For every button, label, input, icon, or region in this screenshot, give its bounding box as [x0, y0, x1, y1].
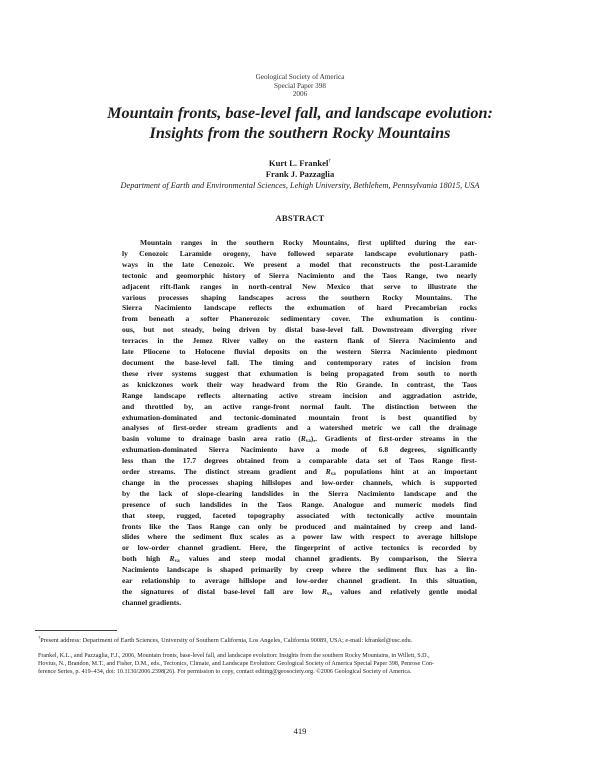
title-line-2: Insights from the southern Rocky Mountains [149, 124, 451, 142]
abstract-line: from beneath a softer Phanerozoic sedimentary cover. The exhumation is continu- [122, 314, 477, 324]
footnote-mark: † [38, 635, 41, 640]
page-number: 419 [293, 726, 307, 736]
citation-line: ference Series, p. 419–434, doi: 10.1130/2006.2398(26). For permission to copy, contact editing@geosociety.org. ©2006 Geological Society of America. [38, 669, 412, 675]
abstract-line: ear relationship to average hillslope and low-order channel gradient. In this situation, [122, 576, 477, 586]
title-line-1: Mountain fronts, base-level fall, and landscape evolution: [107, 104, 493, 122]
abstract-line: exhumation-dominated Sierra Nacimiento have a mode of 6.8 degrees, significantly [122, 445, 477, 455]
author-2: Frank J. Pazzaglia [265, 168, 335, 179]
author-1-name: Kurt L. Frankel [268, 157, 329, 168]
footnote-text: Present address: Department of Earth Sciences, University of Southern California, Los Angeles, California 90089, USA; e-mail: kfrankel@usc.edu. [40, 637, 413, 645]
abstract-line: Mountain ranges in the southern Rocky Mountains, first uplifted during the ear- [140, 238, 477, 247]
author-1 [0, 156, 600, 169]
abstract-line: the signatures of distal base-level fall are low $R_{va}$ values and relatively gentle modal [122, 587, 477, 597]
footnote-divider [35, 630, 117, 631]
abstract-line: these river systems suggest that exhumation is being propagated from south to north [122, 368, 477, 378]
author-1-footnote-mark: † [328, 158, 332, 164]
citation-line: Hovius, N., Brandon, M.T., and Fisher, D.M., eds., Tectonics, Climate, and Landscape Evolution: Geological Society of America Special Paper 398, Penrose Con- [38, 661, 434, 667]
affiliation: Department of Earth and Environmental Sciences, Lehigh University, Bethlehem, Pennsylvania 18015, USA [120, 181, 480, 190]
abstract-line: change in the processes shaping hillslopes and low-order channels, which is supported [122, 477, 477, 487]
abstract-heading: ABSTRACT [275, 213, 325, 223]
abstract-body [122, 238, 477, 609]
abstract-line: late Pliocene to Holocene fluvial deposits on the western Sierra Nacimiento piedmont [122, 347, 477, 357]
abstract-line: channel gradients. [122, 597, 182, 607]
journal-year: 2006 [292, 90, 308, 99]
abstract-line: ways in the late Cenozoic. We present a model that reconstructs the post-Laramide [122, 259, 477, 269]
abstract-line: adjacent rift-flank ranges in north-central New Mexico that serve to illustrate the [122, 281, 477, 291]
author-list [0, 156, 600, 180]
abstract-line: by the lack of slope-clearing landslides in the Sierra Nacimiento landscape and the [122, 488, 477, 498]
abstract-line: less than the 17.7 degrees obtained from a comparable data set of Taos Range first- [122, 456, 477, 466]
series-name: Special Paper 398 [274, 81, 326, 90]
citation-block [38, 652, 568, 676]
abstract-line: and throttled by, an active range-front normal fault. The distinction between the [122, 401, 477, 411]
abstract-line: presence of such landslides in the Taos Range. Analogue and numeric models find [122, 499, 477, 509]
abstract-line: terraces in the Jemez River valley on the eastern flank of Sierra Nacimiento and [122, 336, 477, 346]
journal-header [0, 73, 600, 99]
abstract-line: Sierra Nacimiento landscape reflects the exhumation of hard Precambrian rocks [122, 303, 477, 313]
abstract-line: analyses of first-order stream gradients and a watershed metric we call the drainage [122, 423, 477, 433]
abstract-line: slides where the sediment flux scales as a power law with respect to average hillslope [122, 532, 477, 542]
abstract-line: that steep, rugged, faceted topography associated with tectonically active mountain [122, 510, 477, 520]
abstract-line: or low-order channel gradient. Here, the fingerprint of active tectonics is recorded by [122, 543, 477, 553]
journal-name: Geological Society of America [255, 73, 345, 81]
abstract-line: Range landscape reflects alternating active stream incision and aggradation astride, [122, 390, 477, 400]
citation-line: Frankel, K.L., and Pazzaglia, F.J., 2006, Mountain fronts, base-level fall, and landscape evolution: Insights from the southern Rocky Mountains, in Willett, S.D., [38, 653, 430, 659]
abstract-line: order streams. The distinct stream gradient and $R_{va}$ populations hint at an important [122, 467, 477, 478]
footnote [38, 634, 568, 645]
abstract-line: various processes shaping landscapes across the southern Rocky Mountains. The [122, 292, 477, 302]
abstract-line: exhumation-dominated and tectonic-dominated mountain front is best quantified by [122, 412, 477, 422]
abstract-line: ous, but not steady, being driven by distal base-level fall. Downstream diverging river [122, 325, 477, 335]
abstract-line: basin volume to drainage basin area ratio $(R_{va})$,. Gradients of first-order streams in the [122, 434, 477, 445]
abstract-line: ly Cenozoic Laramide orogeny, have followed separate landscape evolutionary path- [122, 248, 477, 258]
paper-title [40, 103, 560, 143]
abstract-line: Nacimiento landscape is shaped primarily by creep where the sediment flux has a lin- [122, 565, 477, 575]
abstract-line: as knickzones work their way headward from the Rio Grande. In contrast, the Taos [122, 379, 477, 389]
abstract-line: fronts like the Taos Range can only be produced and maintained by creep and land- [122, 521, 477, 531]
abstract-line: both high $R_{va}$ values and steep modal channel gradients. By comparison, the Sierra [122, 554, 477, 565]
abstract-line: document the base-level fall. The timing and contemporary rates of incision from [122, 357, 477, 367]
abstract-line: tectonic and geomorphic history of Sierra Nacimiento and the Taos Range, two nearly [122, 270, 477, 280]
